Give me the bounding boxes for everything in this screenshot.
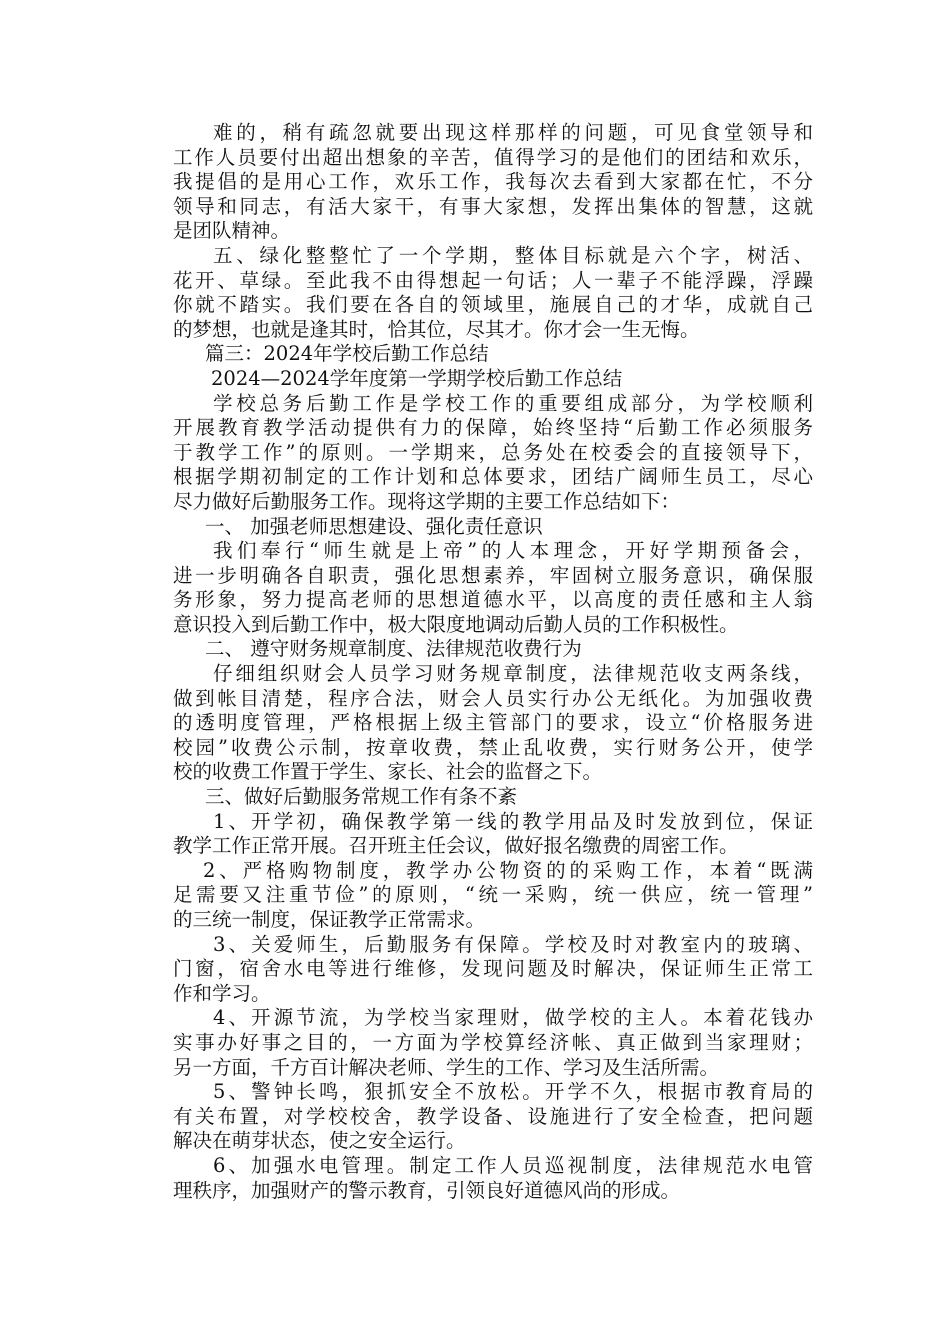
- text-line: 二、 遵守财务规章制度、法律规范收费行为: [205, 637, 582, 661]
- text-line: 有关布置，对学校校舍，教学设备、设施进行了安全检查，把问题: [173, 1104, 813, 1128]
- text-line: 作和学习。: [173, 981, 271, 1005]
- text-line: 门窗，宿舍水电等进行维修，发现问题及时解决，保证师生正常工: [173, 957, 813, 981]
- text-line: 学校总务后勤工作是学校工作的重要组成部分，为学校顺利: [213, 391, 813, 415]
- text-line: 你就不踏实。我们要在各自的领域里，施展自己的才华，成就自己: [173, 293, 813, 317]
- text-line: 篇三：2024年学校后勤工作总结: [205, 342, 489, 366]
- text-line: 于教学工作”的原则。一学期来，总务处在校委会的直接领导下，: [173, 440, 813, 464]
- text-line: 的三统一制度，保证教学正常需求。: [173, 908, 486, 931]
- text-line: 6、加强水电管理。制定工作人员巡视制度，法律规范水电管: [213, 1153, 813, 1177]
- text-line: 2、严格购物制度，教学办公物资的的采购工作，本着“既满: [203, 858, 813, 882]
- document-page: [173, 121, 813, 1203]
- text-line: 校园”收费公示制，按章收费，禁止乱收费，实行财务公开，使学: [173, 735, 813, 759]
- text-line: 1、开学初，确保教学第一线的教学用品及时发放到位，保证: [213, 809, 813, 833]
- text-line: 根据学期初制定的工作计划和总体要求，团结广阔师生员工，尽心: [173, 465, 813, 489]
- text-line: 花开、草绿。至此我不由得想起一句话；人一辈子不能浮躁，浮躁: [173, 268, 813, 292]
- text-line: 2024—2024学年度第一学期学校后勤工作总结: [211, 366, 623, 390]
- text-line: 工作人员要付出超出想象的辛苦，值得学习的是他们的团结和欢乐，: [173, 145, 813, 169]
- text-line: 教学工作正常开展。召开班主任会议，做好报名缴费的周密工作。: [173, 834, 739, 858]
- text-line: 开展教育教学活动提供有力的保障，始终坚持“后勤工作必须服务: [173, 416, 813, 440]
- text-line: 意识投入到后勤工作中，极大限度地调动后勤人员的工作积极性。: [173, 612, 739, 636]
- text-line: 进一步明确各自职责，强化思想素养，牢固树立服务意识，确保服: [173, 563, 813, 587]
- text-line: 难的，稍有疏忽就要出现这样那样的问题，可见食堂领导和: [213, 121, 813, 144]
- text-line: 另一方面，千方百计解决老师、学生的工作、学习及生活所需。: [173, 1055, 720, 1079]
- text-line: 我们奉行“师生就是上帝”的人本理念，开好学期预备会，: [213, 539, 813, 563]
- text-line: 解决在萌芽状态，使之安全运行。: [173, 1129, 466, 1153]
- text-line: 校的收费工作置于学生、家长、社会的监督之下。: [173, 760, 603, 784]
- text-line: 我提倡的是用心工作，欢乐工作，我每次去看到大家都在忙，不分: [173, 170, 813, 194]
- text-line: 3、关爱师生，后勤服务有保障。学校及时对教室内的玻璃、: [213, 932, 813, 956]
- text-line: 做到帐目清楚，程序合法，财会人员实行办公无纸化。为加强收费: [173, 686, 813, 710]
- text-line: 理秩序，加强财产的警示教育，引领良好道德风尚的形成。: [173, 1178, 681, 1202]
- text-line: 仔细组织财会人员学习财务规章制度，法律规范收支两条线，: [213, 662, 813, 686]
- text-line: 五、绿化整整忙了一个学期，整体目标就是六个字，树活、: [213, 243, 813, 267]
- text-line: 实事办好事之目的，一方面为学校算经济帐、真正做到当家理财；: [173, 1030, 813, 1054]
- text-line: 领导和同志，有活大家干，有事大家想，发挥出集体的智慧，这就: [173, 194, 813, 218]
- text-line: 的梦想，也就是逢其时，恰其位，尽其才。你才会一生无悔。: [173, 317, 700, 341]
- text-line: 尽力做好后勤服务工作。现将这学期的主要工作总结如下：: [173, 489, 681, 513]
- text-line: 三、做好后勤服务常规工作有条不紊: [205, 785, 518, 809]
- text-line: 一、 加强老师思想建设、强化责任意识: [205, 514, 543, 538]
- text-line: 是团队精神。: [173, 219, 291, 243]
- text-line: 足需要又注重节俭”的原则，“统一采购，统一供应，统一管理”: [173, 883, 813, 907]
- text-line: 4、开源节流，为学校当家理财，做学校的主人。本着花钱办: [213, 1006, 813, 1030]
- text-line: 的透明度管理，严格根据上级主管部门的要求，设立“价格服务进: [173, 711, 813, 735]
- text-line: 务形象，努力提高老师的思想道德水平，以高度的责任感和主人翁: [173, 588, 813, 612]
- text-line: 5、警钟长鸣，狠抓安全不放松。开学不久，根据市教育局的: [213, 1080, 813, 1104]
